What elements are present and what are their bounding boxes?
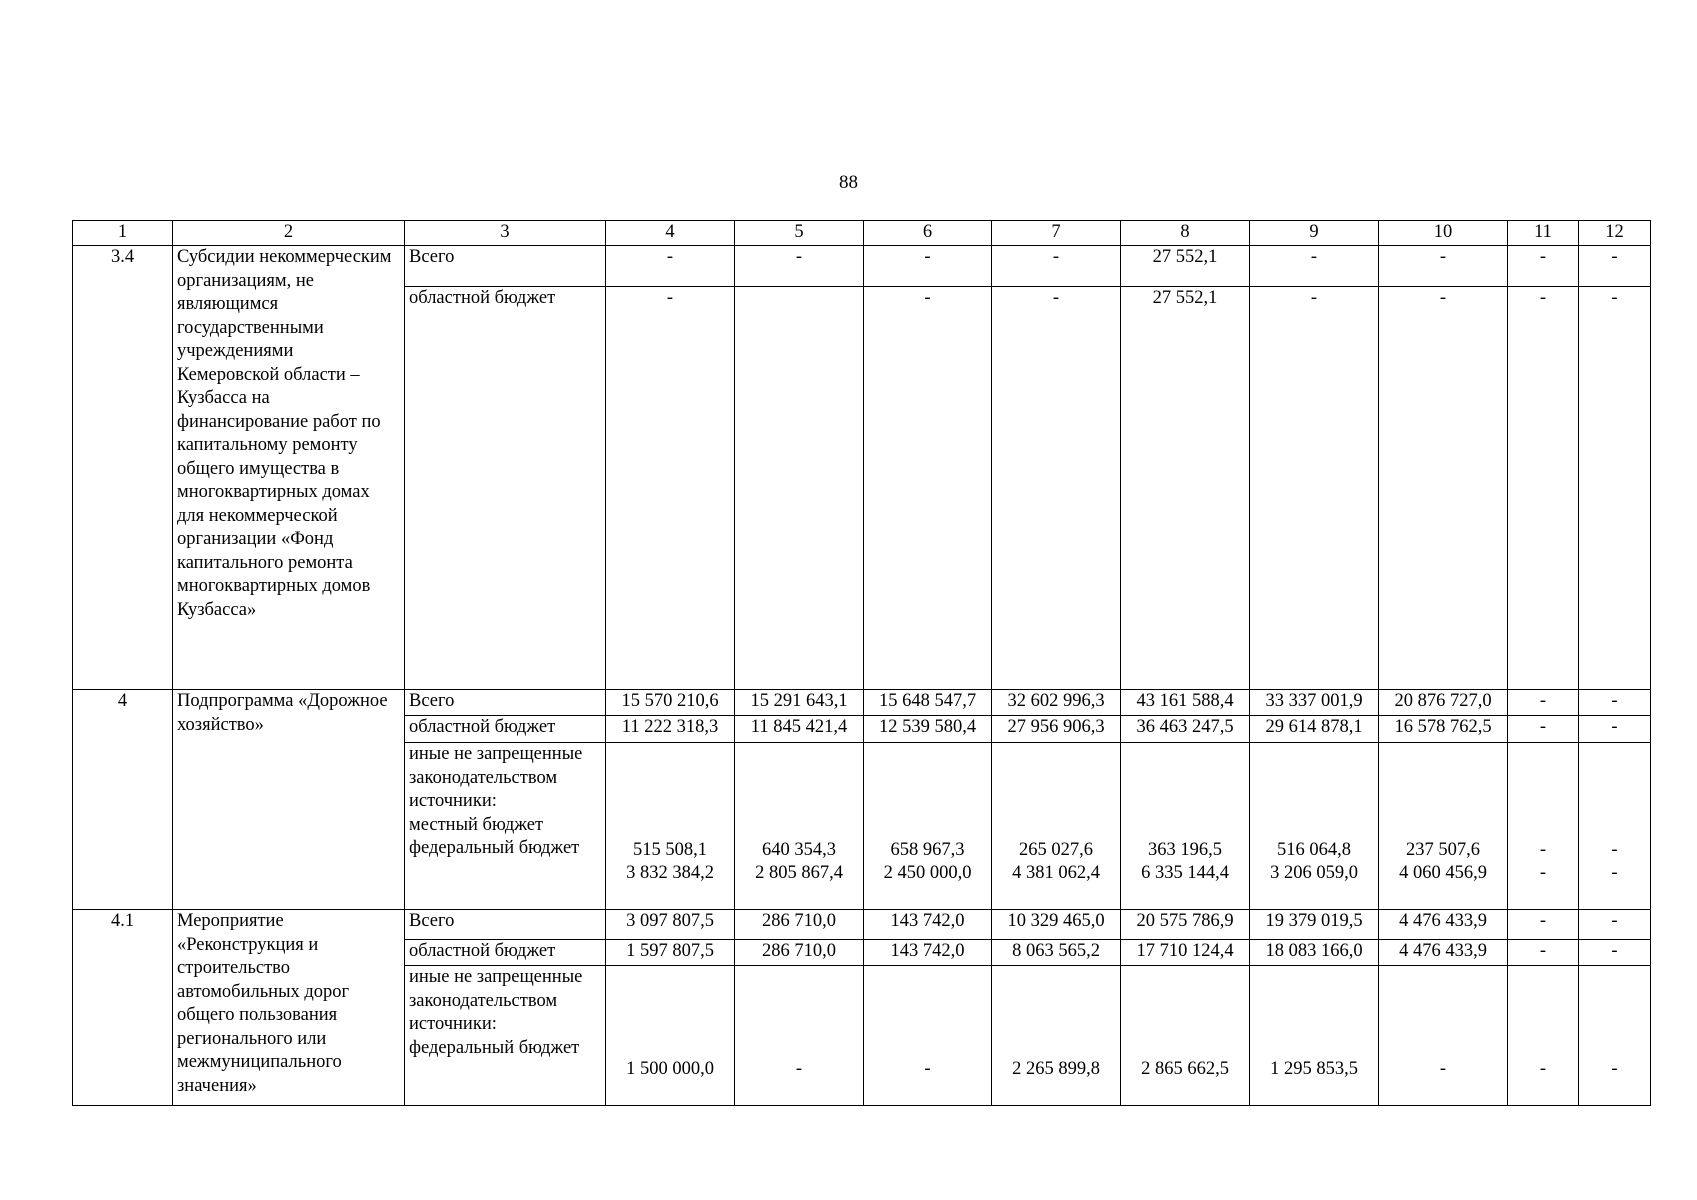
value-cell: - bbox=[864, 966, 992, 1106]
header-cell: 7 bbox=[992, 221, 1121, 246]
source-sublabel: федеральный бюджет bbox=[409, 838, 580, 858]
value-cell: 658 967,3 2 450 000,0 bbox=[864, 743, 992, 910]
value-cell: 286 710,0 bbox=[735, 910, 864, 940]
value-cell: - bbox=[1508, 716, 1579, 743]
value-cell: - bbox=[1379, 287, 1508, 690]
value-cell: - bbox=[1579, 246, 1651, 287]
value-cell: 17 710 124,4 bbox=[1121, 940, 1250, 966]
item-number: 3.4 bbox=[73, 246, 173, 690]
value-cell: 1 597 807,5 bbox=[606, 940, 735, 966]
value-cell: 4 476 433,9 bbox=[1379, 940, 1508, 966]
value-cell: - bbox=[1379, 966, 1508, 1106]
table-row bbox=[73, 246, 1651, 287]
value-cell: - bbox=[1579, 910, 1651, 940]
value-cell: 143 742,0 bbox=[864, 910, 992, 940]
source-label: областной бюджет bbox=[405, 716, 606, 743]
table-row bbox=[73, 910, 1651, 940]
header-cell: 12 bbox=[1579, 221, 1651, 246]
value-cell bbox=[735, 287, 864, 690]
header-cell: 10 bbox=[1379, 221, 1508, 246]
value-cell: 15 291 643,1 bbox=[735, 690, 864, 716]
source-sublabel: местный бюджет bbox=[409, 814, 544, 835]
value-cell: - bbox=[1579, 966, 1651, 1106]
value-cell: - bbox=[1579, 287, 1651, 690]
value-cell: - bbox=[1579, 690, 1651, 716]
value-cell: - bbox=[1250, 287, 1379, 690]
value-cell: - bbox=[1579, 940, 1651, 966]
table-row bbox=[73, 690, 1651, 716]
value-cell: 20 876 727,0 bbox=[1379, 690, 1508, 716]
value-cell: - bbox=[606, 246, 735, 287]
value-cell: 265 027,6 4 381 062,4 bbox=[992, 743, 1121, 910]
value-cell: - bbox=[864, 287, 992, 690]
value-cell: - bbox=[1508, 246, 1579, 287]
value-cell: 1 295 853,5 bbox=[1250, 966, 1379, 1106]
header-cell: 5 bbox=[735, 221, 864, 246]
value-cell: 36 463 247,5 bbox=[1121, 716, 1250, 743]
item-name: Подпрограмма «Дорожное хозяйство» bbox=[173, 690, 405, 910]
source-label: областной бюджет bbox=[405, 940, 606, 966]
value-cell: 2 865 662,5 bbox=[1121, 966, 1250, 1106]
value-cell: - bbox=[1579, 716, 1651, 743]
value-cell: - - bbox=[1508, 743, 1579, 910]
value-cell: 32 602 996,3 bbox=[992, 690, 1121, 716]
value-cell: - bbox=[735, 246, 864, 287]
value-cell: 10 329 465,0 bbox=[992, 910, 1121, 940]
source-sublabel: федеральный бюджет bbox=[409, 1037, 580, 1058]
value-cell: 27 552,1 bbox=[1121, 246, 1250, 287]
value-cell: 27 552,1 bbox=[1121, 287, 1250, 690]
value-cell: 19 379 019,5 bbox=[1250, 910, 1379, 940]
budget-table bbox=[72, 220, 1651, 1106]
value-cell: 15 570 210,6 bbox=[606, 690, 735, 716]
header-cell: 8 bbox=[1121, 221, 1250, 246]
value-cell: 640 354,3 2 805 867,4 bbox=[735, 743, 864, 910]
header-cell: 1 bbox=[73, 221, 173, 246]
value-cell: 2 265 899,8 bbox=[992, 966, 1121, 1106]
value-cell: - bbox=[992, 287, 1121, 690]
source-label bbox=[405, 966, 606, 1106]
header-cell: 11 bbox=[1508, 221, 1579, 246]
value-cell: - bbox=[735, 966, 864, 1106]
header-cell: 6 bbox=[864, 221, 992, 246]
item-name: Субсидии некоммерческим организациям, не являющимся государственными учреждениями Кемеровской области – Кузбасса на финансирование работ по капитальному ремонту общего имущества в многоквартирных домах для некоммерческой организации «Фонд капитального ремонта многоквартирных домов Кузбасса» bbox=[173, 246, 405, 690]
header-cell: 2 bbox=[173, 221, 405, 246]
value-cell: 4 476 433,9 bbox=[1379, 910, 1508, 940]
value-cell: 286 710,0 bbox=[735, 940, 864, 966]
value-cell: 143 742,0 bbox=[864, 940, 992, 966]
value-cell: 43 161 588,4 bbox=[1121, 690, 1250, 716]
value-cell: - bbox=[992, 246, 1121, 287]
value-cell: 11 845 421,4 bbox=[735, 716, 864, 743]
value-cell: 363 196,5 6 335 144,4 bbox=[1121, 743, 1250, 910]
other-sources-intro: иные не запрещенные законодательством источники: bbox=[409, 744, 583, 811]
other-sources-intro: иные не запрещенные законодательством источники: bbox=[409, 967, 583, 1034]
header-cell: 4 bbox=[606, 221, 735, 246]
value-cell: 1 500 000,0 bbox=[606, 966, 735, 1106]
value-cell: 11 222 318,3 bbox=[606, 716, 735, 743]
item-number: 4 bbox=[73, 690, 173, 910]
item-number: 4.1 bbox=[73, 910, 173, 1106]
source-label bbox=[405, 743, 606, 910]
value-cell: 29 614 878,1 bbox=[1250, 716, 1379, 743]
value-cell: - - bbox=[1579, 743, 1651, 910]
header-row bbox=[73, 221, 1651, 246]
source-label: Всего bbox=[405, 910, 606, 940]
value-cell: 12 539 580,4 bbox=[864, 716, 992, 743]
value-cell: - bbox=[1508, 940, 1579, 966]
value-cell: 15 648 547,7 bbox=[864, 690, 992, 716]
value-cell: 27 956 906,3 bbox=[992, 716, 1121, 743]
value-cell: 237 507,6 4 060 456,9 bbox=[1379, 743, 1508, 910]
item-name: Мероприятие «Реконструкция и строительство автомобильных дорог общего пользования регионального или межмуниципального значения» bbox=[173, 910, 405, 1106]
value-cell: - bbox=[1508, 910, 1579, 940]
value-cell: - bbox=[606, 287, 735, 690]
value-cell: 33 337 001,9 bbox=[1250, 690, 1379, 716]
value-cell: - bbox=[1250, 246, 1379, 287]
value-cell: - bbox=[1508, 287, 1579, 690]
value-cell: - bbox=[1508, 966, 1579, 1106]
source-label: областной бюджет bbox=[405, 287, 606, 690]
value-cell: 18 083 166,0 bbox=[1250, 940, 1379, 966]
value-cell: - bbox=[1379, 246, 1508, 287]
source-label: Всего bbox=[405, 690, 606, 716]
source-label: Всего bbox=[405, 246, 606, 287]
value-cell: 516 064,8 3 206 059,0 bbox=[1250, 743, 1379, 910]
page-number: 88 bbox=[839, 172, 858, 193]
value-cell: 3 097 807,5 bbox=[606, 910, 735, 940]
header-cell: 9 bbox=[1250, 221, 1379, 246]
value-cell: 8 063 565,2 bbox=[992, 940, 1121, 966]
header-cell: 3 bbox=[405, 221, 606, 246]
value-cell: - bbox=[1508, 690, 1579, 716]
value-cell: 515 508,1 3 832 384,2 bbox=[606, 743, 735, 910]
value-cell: 20 575 786,9 bbox=[1121, 910, 1250, 940]
value-cell: 16 578 762,5 bbox=[1379, 716, 1508, 743]
value-cell: - bbox=[864, 246, 992, 287]
